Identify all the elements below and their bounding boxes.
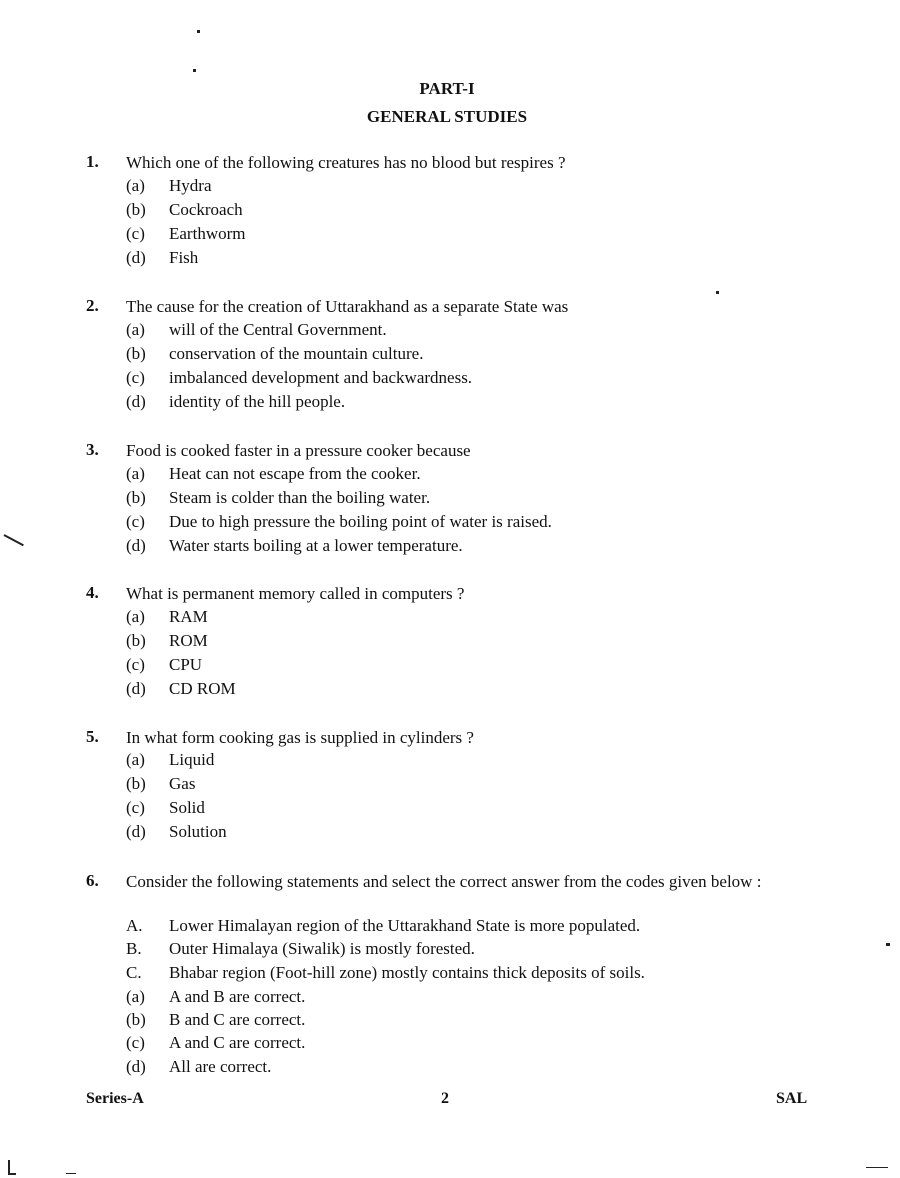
option-text: conservation of the mountain culture. <box>169 344 424 363</box>
option-label: (a) <box>126 750 145 769</box>
option-label: (b) <box>126 774 146 793</box>
question-text: What is permanent memory called in computers ? <box>126 584 465 603</box>
option-label: (a) <box>126 607 145 626</box>
option-label: (c) <box>126 798 145 817</box>
question-number: 1. <box>86 152 99 171</box>
option-label: (b) <box>126 1010 146 1029</box>
paper-code: SAL <box>776 1090 808 1107</box>
option-text: CD ROM <box>169 679 236 698</box>
option-text: Liquid <box>169 750 215 769</box>
option-text: Earthworm <box>169 224 246 243</box>
option-label: (a) <box>126 987 145 1006</box>
scan-stroke <box>8 1160 10 1174</box>
question-text: Which one of the following creatures has no blood but respires ? <box>126 153 566 172</box>
option-label: (b) <box>126 631 146 650</box>
page-number: 2 <box>441 1090 449 1107</box>
option-label: (b) <box>126 200 146 219</box>
scan-stroke <box>66 1173 76 1174</box>
option-text: imbalanced development and backwardness. <box>169 368 473 387</box>
option-label: (b) <box>126 344 146 363</box>
scan-speck <box>193 69 196 72</box>
scan-speck <box>886 943 890 946</box>
option-label: (d) <box>126 822 146 841</box>
scan-stroke <box>866 1167 888 1168</box>
option-text: Heat can not escape from the cooker. <box>169 464 421 483</box>
option-text: Due to high pressure the boiling point of water is raised. <box>169 512 552 531</box>
option-label: (d) <box>126 679 146 698</box>
option-text: RAM <box>169 607 208 626</box>
option-label: (a) <box>126 176 145 195</box>
option-label: (b) <box>126 488 146 507</box>
option-text: Hydra <box>169 176 212 195</box>
scan-speck <box>197 30 200 33</box>
option-label: (d) <box>126 1057 146 1076</box>
scan-stroke <box>4 534 24 546</box>
option-label: (a) <box>126 464 145 483</box>
option-text: Steam is colder than the boiling water. <box>169 488 431 507</box>
option-text: All are correct. <box>169 1057 272 1076</box>
option-label: (c) <box>126 368 145 387</box>
option-text: Solid <box>169 798 205 817</box>
question-text: In what form cooking gas is supplied in cylinders ? <box>126 728 474 747</box>
scan-stroke <box>8 1173 16 1175</box>
statement-text: Lower Himalayan region of the Uttarakhand State is more populated. <box>169 916 641 935</box>
option-label: (d) <box>126 248 146 267</box>
option-text: Water starts boiling at a lower temperature. <box>169 536 463 555</box>
statement-text: Bhabar region (Foot-hill zone) mostly contains thick deposits of soils. <box>169 963 645 982</box>
option-text: B and C are correct. <box>169 1010 306 1029</box>
option-label: (a) <box>126 320 145 339</box>
question-number: 6. <box>86 871 99 890</box>
option-label: (c) <box>126 655 145 674</box>
option-text: identity of the hill people. <box>169 392 346 411</box>
option-label: (c) <box>126 1033 145 1052</box>
option-label: (c) <box>126 512 145 531</box>
question-text: The cause for the creation of Uttarakhand as a separate State was <box>126 297 569 316</box>
statement-label: A. <box>126 916 143 935</box>
option-label: (d) <box>126 536 146 555</box>
question-number: 3. <box>86 440 99 459</box>
question-number: 5. <box>86 727 99 746</box>
scan-speck <box>716 291 719 294</box>
option-text: Fish <box>169 248 199 267</box>
statement-label: B. <box>126 939 142 958</box>
question-text: Consider the following statements and select the correct answer from the codes given below : <box>126 872 762 891</box>
question-number: 2. <box>86 296 99 315</box>
option-text: A and B are correct. <box>169 987 306 1006</box>
option-text: Cockroach <box>169 200 243 219</box>
question-number: 4. <box>86 583 99 602</box>
option-text: Gas <box>169 774 196 793</box>
option-label: (c) <box>126 224 145 243</box>
option-label: (d) <box>126 392 146 411</box>
question-text: Food is cooked faster in a pressure cooker because <box>126 441 471 460</box>
option-text: will of the Central Government. <box>169 320 387 339</box>
option-text: CPU <box>169 655 203 674</box>
option-text: A and C are correct. <box>169 1033 306 1052</box>
option-text: Solution <box>169 822 227 841</box>
series-label: Series-A <box>86 1090 144 1107</box>
part-title: PART-I <box>419 79 475 98</box>
statement-label: C. <box>126 963 142 982</box>
section-title: GENERAL STUDIES <box>366 107 528 126</box>
statement-text: Outer Himalaya (Siwalik) is mostly forested. <box>169 939 475 958</box>
option-text: ROM <box>169 631 208 650</box>
